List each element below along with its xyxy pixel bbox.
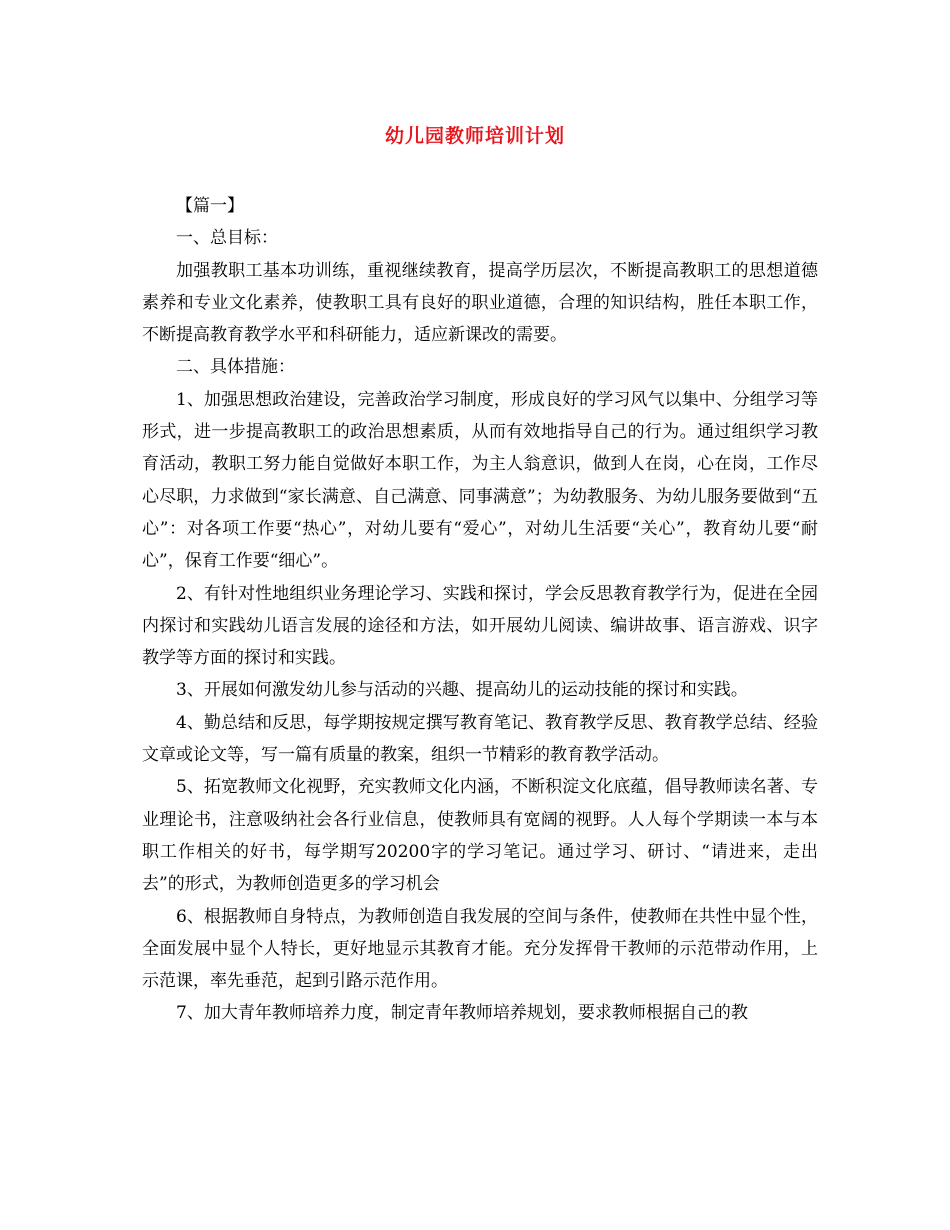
- section-heading-overall-goal: 一、总目标：: [176, 228, 278, 249]
- paragraph-goal: 加强教职工基本功训练，重视继续教育，提高学历层次，不断提高教职工的思想道德素养和专业文化素养，使教职工具有良好的职业道德，合理的知识结构，胜任本职工作，不断提高教育教学水平和科研能力，适应新课改的需要。: [142, 260, 818, 346]
- document-title: 幼儿园教师培训计划: [384, 125, 565, 147]
- paragraph-measure-3: 3、开展如何激发幼儿参与活动的兴趣、提高幼儿的运动技能的探讨和实践。: [176, 680, 748, 701]
- section-heading-part-one: 【篇一】: [176, 196, 244, 216]
- paragraph-measure-6: 6、根据教师自身特点，为教师创造自我发展的空间与条件，使教师在共性中显个性，全面发展中显个人特长，更好地显示其教育才能。充分发挥骨干教师的示范带动作用，上示范课，率先垂范，起到引路示范作用。: [142, 906, 818, 992]
- section-heading-measures: 二、具体措施：: [176, 357, 295, 378]
- paragraph-measure-7: 7、加大青年教师培养力度，制定青年教师培养规划，要求教师根据自己的教: [176, 1003, 748, 1024]
- paragraph-measure-1: 1、加强思想政治建设，完善政治学习制度，形成良好的学习风气以集中、分组学习等形式，进一步提高教职工的政治思想素质，从而有效地指导自己的行为。通过组织学习教育活动，教职工努力能自觉做好本职工作，为主人翁意识，做到人在岗，心在岗，工作尽心尽职，力求做到“家长满意、自己满意、同事满意”；为幼教服务、为幼儿服务要做到“五心”：对各项工作要“热心”，对幼儿要有“爱心”，对幼儿生活要“关心”，教育幼儿要“耐心”，保育工作要“细心”。: [142, 389, 818, 572]
- document-body: [142, 190, 818, 1030]
- paragraph-measure-5: 5、拓宽教师文化视野，充实教师文化内涵，不断积淀文化底蕴，倡导教师读名著、专业理论书，注意吸纳社会各行业信息，使教师具有宽阔的视野。人人每个学期读一本与本职工作相关的好书，每学期写20200字的学习笔记。通过学习、研讨、“请进来，走出去”的形式，为教师创造更多的学习机会: [142, 777, 818, 895]
- paragraph-measure-2: 2、有针对性地组织业务理论学习、实践和探讨，学会反思教育教学行为，促进在全园内探讨和实践幼儿语言发展的途径和方法，如开展幼儿阅读、编讲故事、语言游戏、识字教学等方面的探讨和实践。: [142, 583, 818, 669]
- paragraph-measure-4: 4、勤总结和反思，每学期按规定撰写教育笔记、教育教学反思、教育教学总结、经验文章或论文等，写一篇有质量的教案，组织一节精彩的教育教学活动。: [142, 712, 818, 766]
